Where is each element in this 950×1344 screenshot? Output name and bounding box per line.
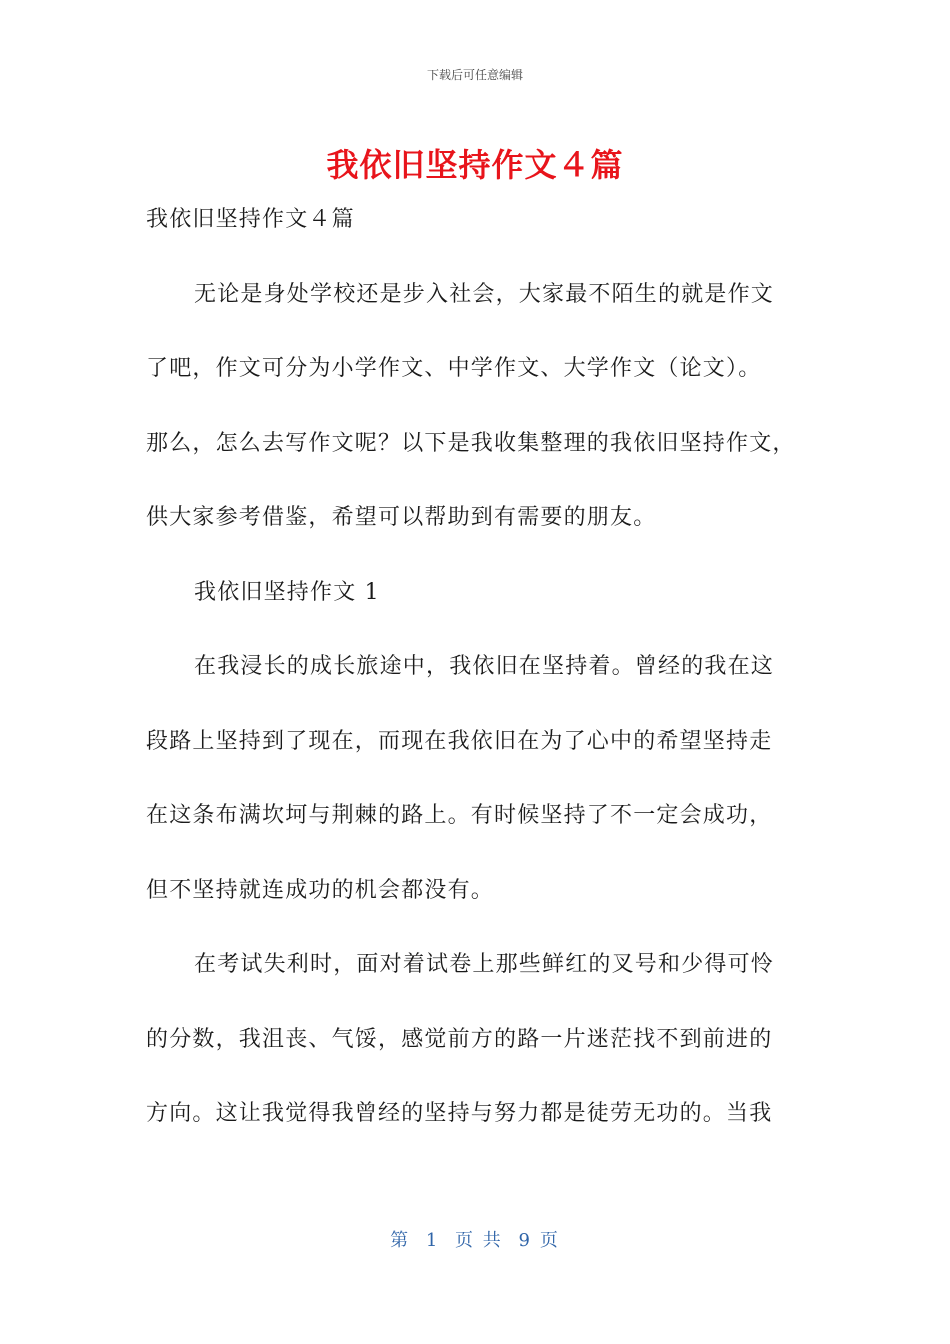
text-line: 方向。这让我觉得我曾经的坚持与努力都是徒劳无功的。当我 (146, 1101, 773, 1126)
text-line: 但不坚持就连成功的机会都没有。 (146, 877, 495, 903)
document-body (146, 200, 806, 1169)
text-line: 那么，怎么去写作文呢？以下是我收集整理的我依旧坚持作文， (146, 430, 796, 456)
text-line: 无论是身处学校还是步入社会，大家最不陌生的就是作文 (194, 281, 775, 307)
text-line: 在这条布满坎坷与荆棘的路上。有时候坚持了不一定会成功， (146, 803, 773, 828)
text-line: 的分数，我沮丧、气馁，感觉前方的路一片迷茫找不到前进的 (146, 1026, 773, 1052)
text-line: 供大家参考借鉴，希望可以帮助到有需要的朋友。 (146, 505, 657, 530)
footer-prefix: 第 (390, 1230, 411, 1251)
document-title: 我依旧坚持作文４篇 (326, 146, 624, 184)
header-note: 下载后可任意编辑 (426, 68, 523, 82)
page-footer (0, 1226, 950, 1252)
text-line: 段路上坚持到了现在，而现在我依旧在为了心中的希望坚持走 (146, 728, 773, 754)
text-line: 在考试失利时，面对着试卷上那些鲜红的叉号和少得可怜 (194, 952, 775, 977)
text-line: 我依旧坚持作文４篇 (146, 207, 355, 232)
footer-page-number: 1 (425, 1230, 440, 1251)
text-line: 我依旧坚持作文 1 (194, 579, 380, 605)
footer-suffix: 页 (539, 1230, 560, 1251)
text-line: 在我浸长的成长旅途中，我依旧在坚持着。曾经的我在这 (194, 654, 775, 679)
footer-total-pages: 9 (518, 1230, 532, 1251)
footer-middle: 页 共 (455, 1230, 503, 1251)
text-line: 了吧，作文可分为小学作文、中学作文、大学作文（论文）。 (146, 356, 762, 381)
